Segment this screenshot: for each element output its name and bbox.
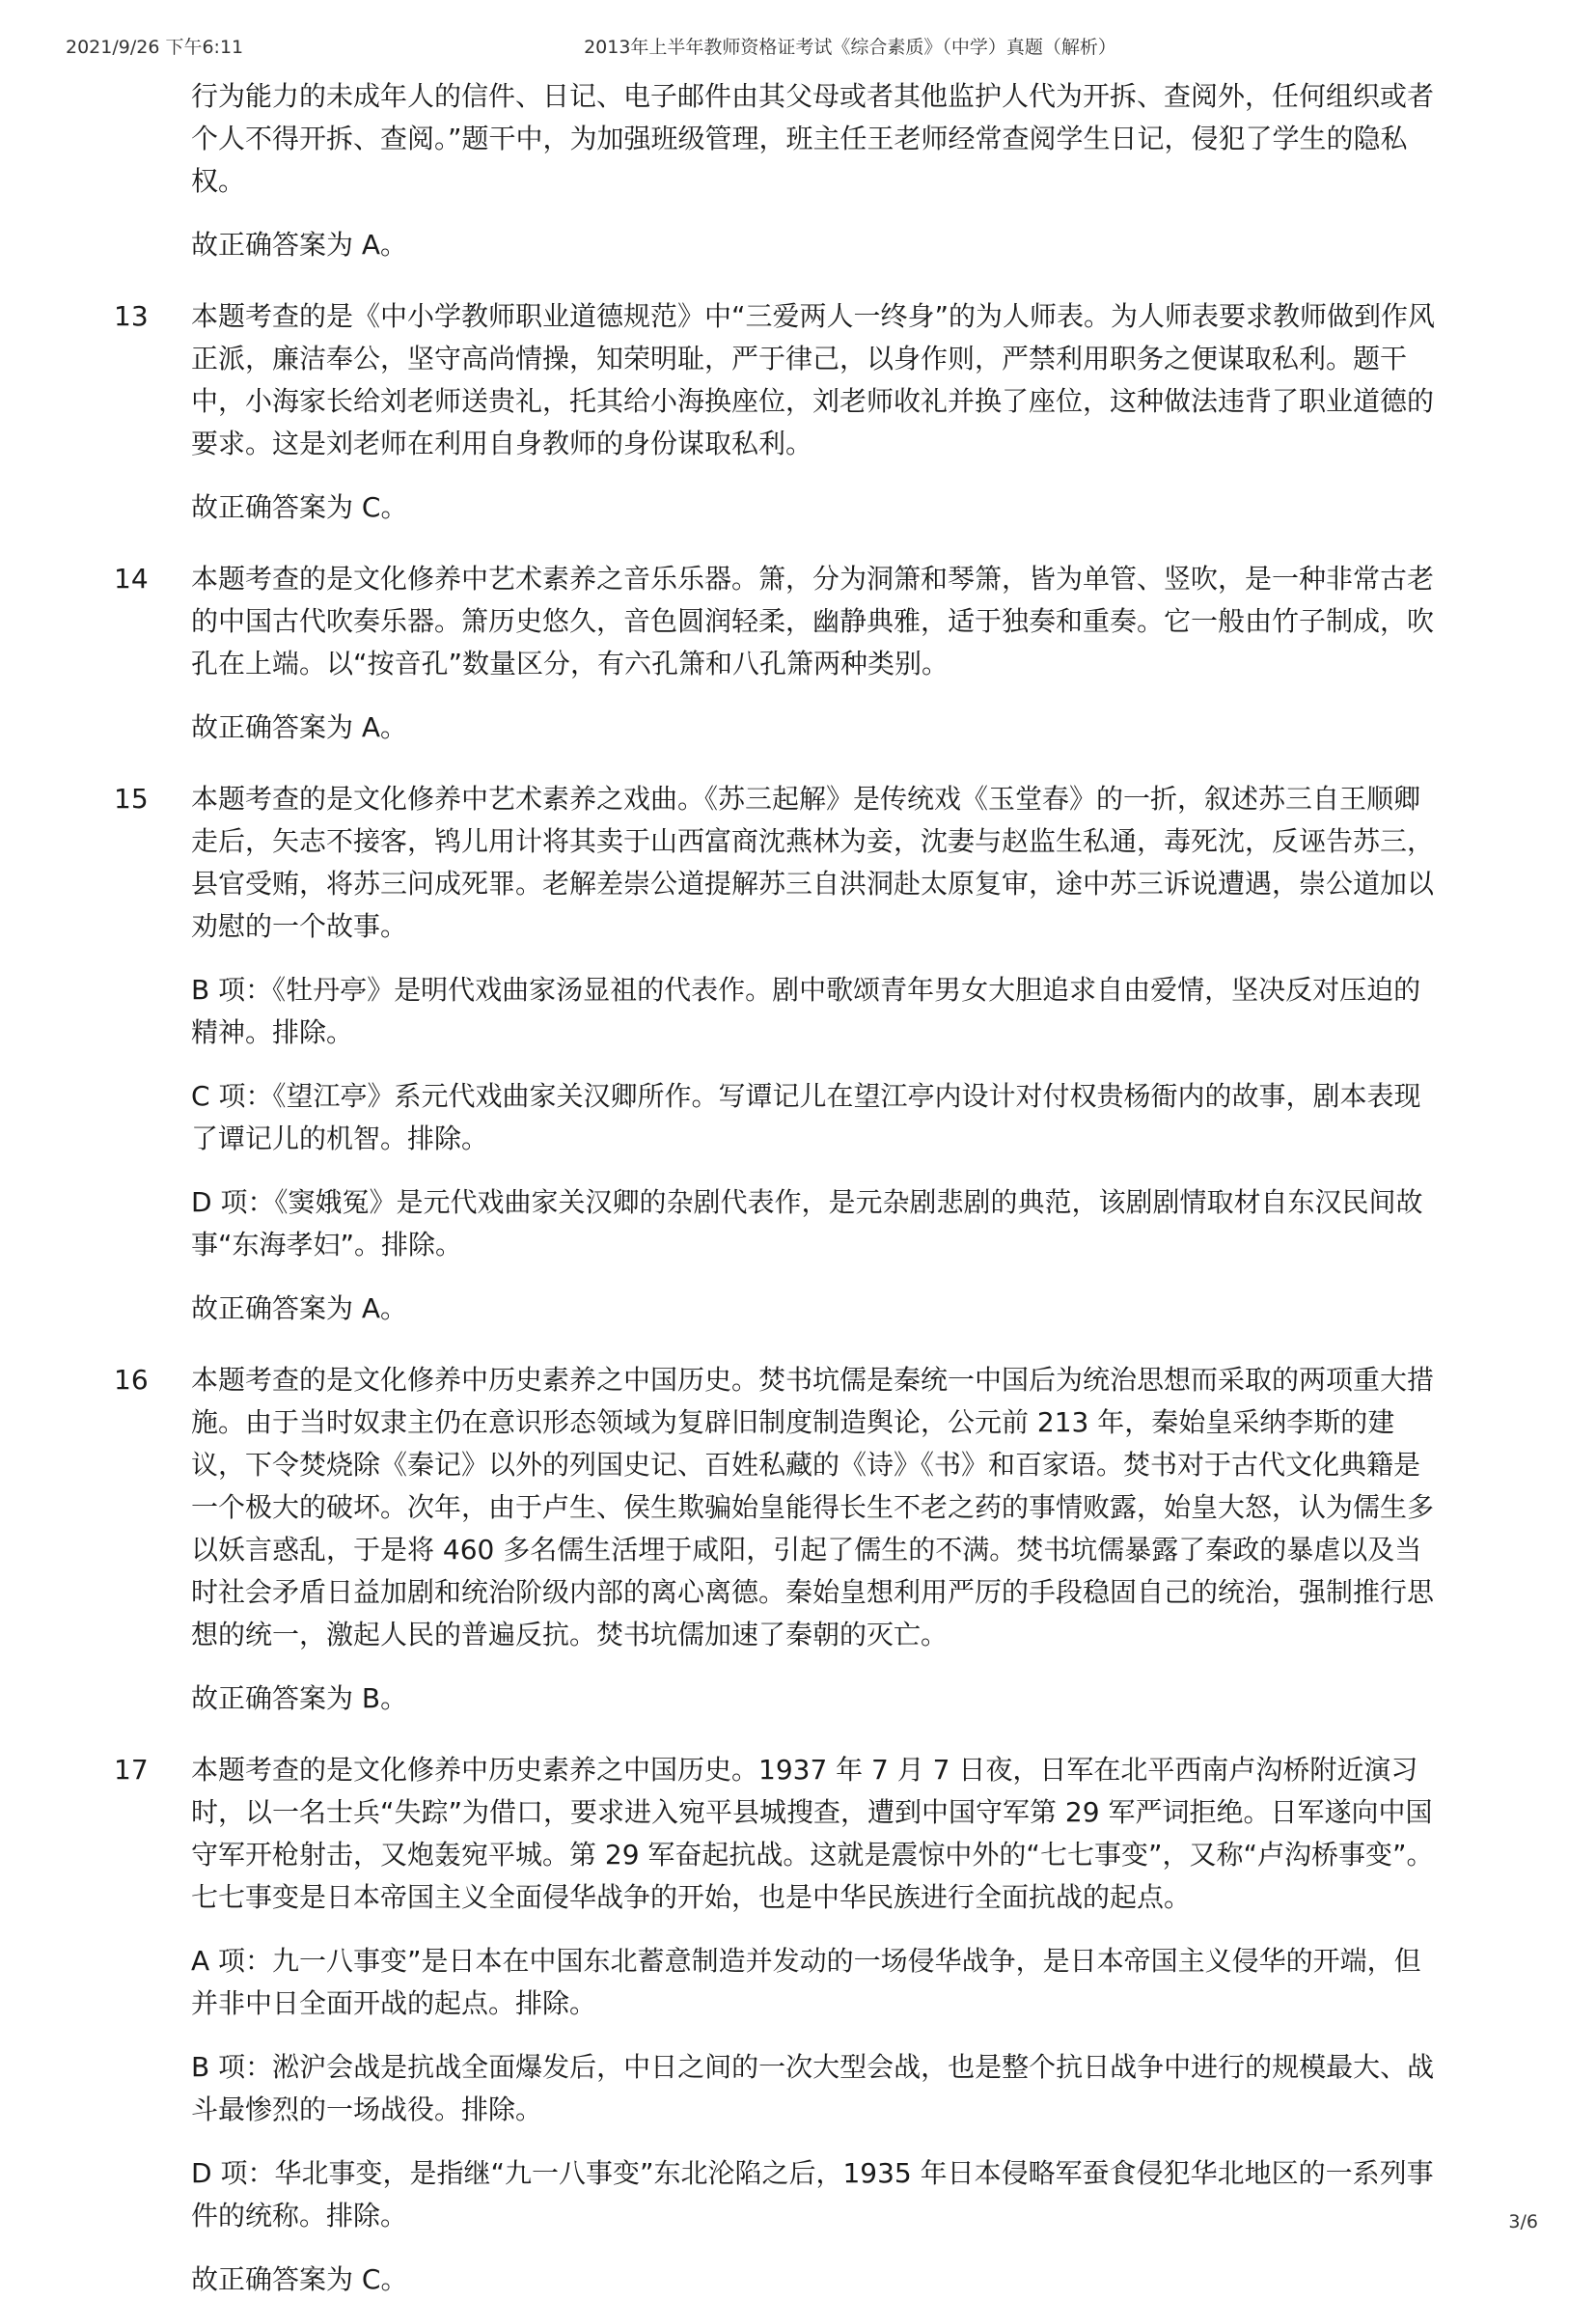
question-14 — [114, 558, 1465, 685]
print-header — [66, 33, 1519, 62]
question-number: 17 — [114, 1754, 149, 1786]
question-explanation: 本题考查的是文化修养中艺术素养之音乐乐器。箫，分为洞箫和琴箫，皆为单管、竖吹，是一种非常古老的中国古代吹奏乐器。箫历史悠久，音色圆润轻柔，幽静典雅，适于独奏和重奏。它一般由竹子制成，吹孔在上端。以“按音孔”数量区分，有六孔箫和八孔箫两种类别。 — [191, 563, 1435, 679]
question-16 — [114, 1359, 1465, 1656]
question-explanation: 本题考查的是《中小学教师职业道德规范》中“三爱两人一终身”的为人师表。为人师表要求教师做到作风正派，廉洁奉公，坚守高尚情操，知荣明耻，严于律己，以身作则，严禁利用职务之便谋取私利。题干中，小海家长给刘老师送贵礼，托其给小海换座位，刘老师收礼并换了座位，这种做法违背了职业道德的要求。这是刘老师在利用自身教师的身份谋取私利。 — [191, 300, 1436, 459]
question-answer: 故正确答案为 C。 — [191, 491, 408, 523]
question-answer: 故正确答案为 A。 — [191, 1292, 408, 1324]
option-note: C 项：《望江亭》系元代戏曲家关汉卿所作。写谭记儿在望江亭内设计对付权贵杨衙内的故事，剧本表现了谭记儿的机智。排除。 — [191, 1080, 1421, 1154]
question-answer: 故正确答案为 A。 — [191, 711, 408, 743]
option-note: B 项：《牡丹亭》是明代戏曲家汤显祖的代表作。剧中歌颂青年男女大胆追求自由爱情，坚决反对压迫的精神。排除。 — [191, 974, 1421, 1048]
page-number: 3/6 — [1508, 2211, 1538, 2232]
question-answer: 故正确答案为 C。 — [191, 2263, 408, 2295]
intro-answer: 故正确答案为 A。 — [191, 229, 408, 261]
question-explanation: 本题考查的是文化修养中历史素养之中国历史。1937 年 7 月 7 日夜，日军在北平西南卢沟桥附近演习时，以一名士兵“失踪”为借口，要求进入宛平县城搜查，遭到中国守军第 29 军严词拒绝。日军遂向中国守军开枪射击，又炮轰宛平城。第 29 军奋起抗战。这就是震惊中外的“七七事变”，又称“卢沟桥事变”。七七事变是日本帝国主义全面侵华战争的开始，也是中华民族进行全面抗战的起点。 — [191, 1754, 1434, 1913]
option-note: A 项：九一八事变”是日本在中国东北蓄意制造并发动的一场侵华战争，是日本帝国主义侵华的开端，但并非中日全面开战的起点。排除。 — [191, 1945, 1421, 2019]
question-17 — [114, 1749, 1465, 1919]
question-number: 16 — [114, 1364, 149, 1396]
question-13 — [114, 295, 1465, 465]
question-15 — [114, 778, 1465, 948]
question-number: 13 — [114, 300, 149, 332]
print-title: 2013年上半年教师资格证考试《综合素质》（中学）真题（解析） — [584, 37, 1116, 58]
question-explanation: 本题考查的是文化修养中艺术素养之戏曲。《苏三起解》是传统戏《玉堂春》的一折，叙述苏三自王顺卿走后，矢志不接客，鸨儿用计将其卖于山西富商沈燕林为妾，沈妻与赵监生私通，毒死沈，反诬告苏三，县官受贿，将苏三问成死罪。老解差崇公道提解苏三自洪洞赴太原复审，途中苏三诉说遭遇，崇公道加以劝慰的一个故事。 — [191, 783, 1435, 942]
question-answer: 故正确答案为 B。 — [191, 1682, 408, 1714]
document-body — [114, 75, 1465, 2301]
option-note: D 项：华北事变，是指继“九一八事变”东北沦陷之后，1935 年日本侵略军蚕食侵犯华北地区的一系列事件的统称。排除。 — [191, 2157, 1434, 2232]
option-note: B 项：淞沪会战是抗战全面爆发后，中日之间的一次大型会战，也是整个抗日战争中进行的规模最大、战斗最惨烈的一场战役。排除。 — [191, 2051, 1435, 2125]
question-number: 15 — [114, 783, 149, 815]
option-note: D 项：《窦娥冤》是元代戏曲家关汉卿的杂剧代表作，是元杂剧悲剧的典范，该剧剧情取材自东汉民间故事“东海孝妇”。排除。 — [191, 1186, 1423, 1261]
question-explanation: 本题考查的是文化修养中历史素养之中国历史。焚书坑儒是秦统一中国后为统治思想而采取的两项重大措施。由于当时奴隶主仍在意识形态领域为复辟旧制度制造舆论，公元前 213 年，秦始皇采纳李斯的建议，下令焚烧除《秦记》以外的列国史记、百姓私藏的《诗》《书》和百家语。焚书对于古代文化典籍是一个极大的破坏。次年，由于卢生、侯生欺骗始皇能得长生不老之药的事情败露，始皇大怒，认为儒生多以妖言惑乱，于是将 460 多名儒生活埋于咸阳，引起了儒生的不满。焚书坑儒暴露了秦政的暴虐以及当时社会矛盾日益加剧和统治阶级内部的离心离德。秦始皇想利用严厉的手段稳固自己的统治，强制推行思想的统一，激起人民的普遍反抗。焚书坑儒加速了秦朝的灭亡。 — [191, 1364, 1435, 1650]
intro-text: 行为能力的未成年人的信件、日记、电子邮件由其父母或者其他监护人代为开拆、查阅外，任何组织或者个人不得开拆、查阅。”题干中，为加强班级管理，班主任王老师经常查阅学生日记，侵犯了学生的隐私权。 — [191, 80, 1435, 197]
question-number: 14 — [114, 563, 149, 595]
print-timestamp: 2021/9/26 下午6:11 — [66, 37, 244, 58]
